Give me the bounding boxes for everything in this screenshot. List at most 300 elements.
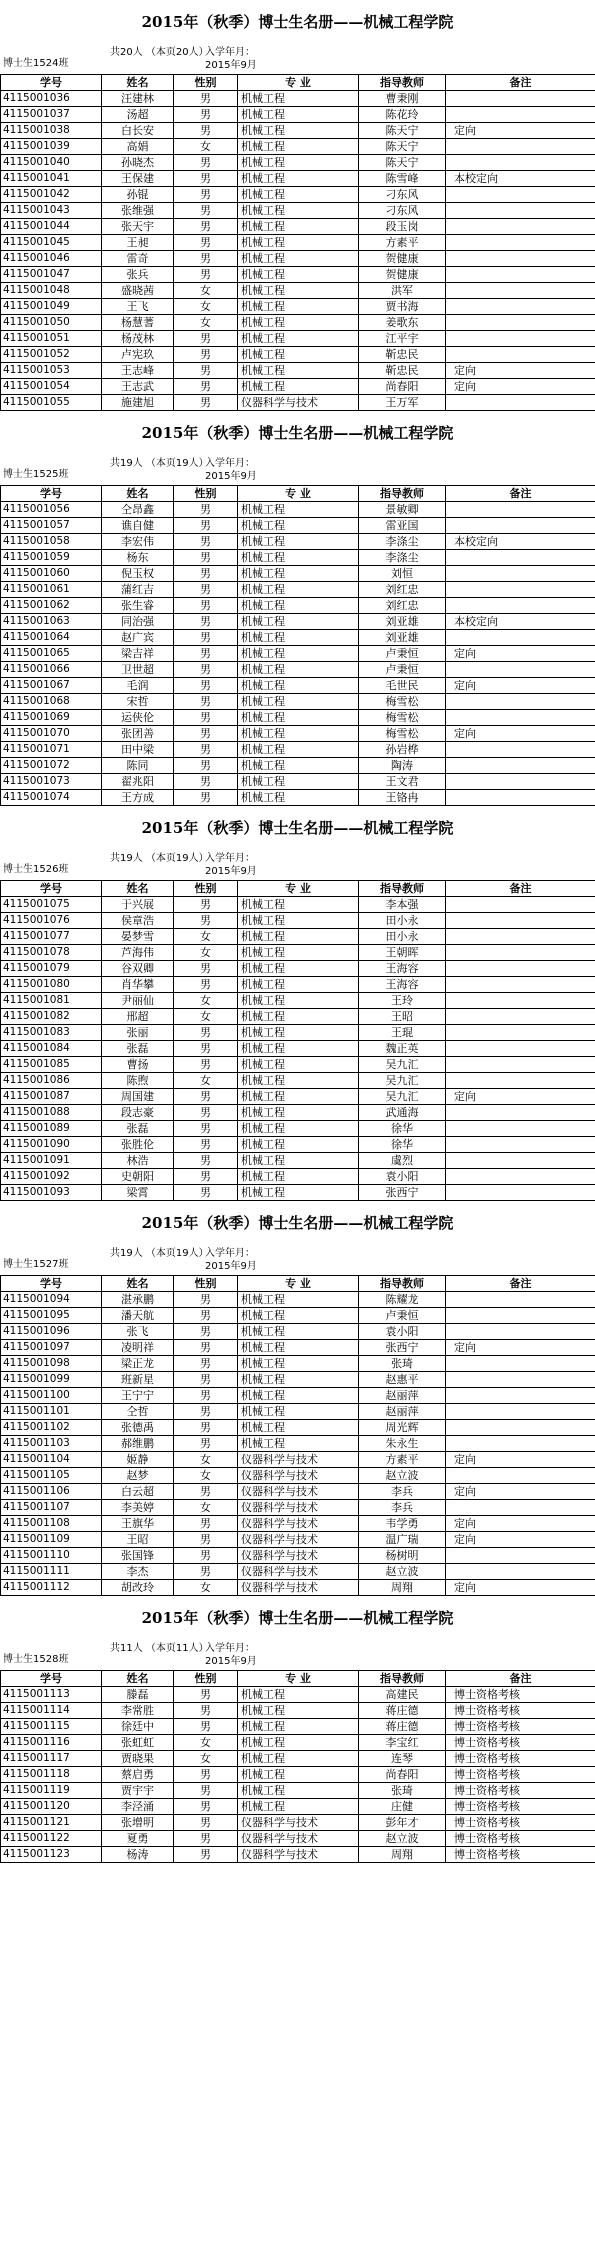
column-header-major: 专 业	[238, 1276, 359, 1292]
cell-advisor: 吴九汇	[359, 1073, 446, 1089]
cell-advisor: 靳忠民	[359, 347, 446, 363]
cell-name: 李常胜	[102, 1703, 174, 1719]
cell-advisor: 王万军	[359, 395, 446, 411]
table-row	[1, 1719, 595, 1735]
cell-gender: 男	[174, 1719, 238, 1735]
table-row	[1, 1436, 595, 1452]
cell-major: 机械工程	[238, 1057, 359, 1073]
cell-student-id: 4115001104	[1, 1452, 102, 1468]
cell-student-id: 4115001076	[1, 913, 102, 929]
cell-student-id: 4115001078	[1, 945, 102, 961]
table-row	[1, 1783, 595, 1799]
cell-student-id: 4115001053	[1, 363, 102, 379]
cell-gender: 女	[174, 1009, 238, 1025]
cell-student-id: 4115001112	[1, 1580, 102, 1596]
cell-name: 姬静	[102, 1452, 174, 1468]
cell-major: 机械工程	[238, 518, 359, 534]
cell-name: 张胜伦	[102, 1137, 174, 1153]
cell-gender: 男	[174, 977, 238, 993]
cell-name: 卢宪玖	[102, 347, 174, 363]
cell-gender: 男	[174, 742, 238, 758]
table-row	[1, 742, 595, 758]
cell-major: 机械工程	[238, 646, 359, 662]
cell-major: 机械工程	[238, 929, 359, 945]
column-header-name: 姓名	[102, 486, 174, 502]
roster-table	[0, 485, 595, 806]
cell-name: 施建旭	[102, 395, 174, 411]
table-row	[1, 1735, 595, 1751]
cell-name: 汤超	[102, 107, 174, 123]
cell-major: 仪器科学与技术	[238, 1484, 359, 1500]
column-header-advisor: 指导教师	[359, 1276, 446, 1292]
cell-remarks	[446, 1500, 595, 1516]
cell-gender: 男	[174, 1847, 238, 1863]
cell-student-id: 4115001116	[1, 1735, 102, 1751]
cell-major: 机械工程	[238, 1751, 359, 1767]
cell-gender: 男	[174, 630, 238, 646]
cell-major: 仪器科学与技术	[238, 1847, 359, 1863]
cell-student-id: 4115001057	[1, 518, 102, 534]
cell-advisor: 周光辉	[359, 1420, 446, 1436]
cell-gender: 男	[174, 1372, 238, 1388]
cell-name: 孙锟	[102, 187, 174, 203]
cell-major: 机械工程	[238, 1137, 359, 1153]
cell-advisor: 周翔	[359, 1847, 446, 1863]
cell-gender: 男	[174, 1815, 238, 1831]
cell-name: 班新星	[102, 1372, 174, 1388]
cell-remarks: 定向	[446, 1089, 595, 1105]
cell-advisor: 王海容	[359, 961, 446, 977]
table-row	[1, 1308, 595, 1324]
cell-name: 王昶	[102, 235, 174, 251]
table-row	[1, 1420, 595, 1436]
cell-student-id: 4115001087	[1, 1089, 102, 1105]
cell-student-id: 4115001086	[1, 1073, 102, 1089]
class-name: 博士生1527班	[3, 1259, 69, 1270]
cell-remarks: 博士资格考核	[446, 1799, 595, 1815]
cell-remarks	[446, 790, 595, 806]
cell-gender: 男	[174, 566, 238, 582]
cell-name: 潘天航	[102, 1308, 174, 1324]
cell-student-id: 4115001054	[1, 379, 102, 395]
cell-remarks	[446, 582, 595, 598]
cell-major: 机械工程	[238, 139, 359, 155]
cell-gender: 男	[174, 790, 238, 806]
cell-student-id: 4115001098	[1, 1356, 102, 1372]
cell-remarks	[446, 299, 595, 315]
cell-remarks	[446, 1153, 595, 1169]
cell-student-id: 4115001114	[1, 1703, 102, 1719]
cell-remarks	[446, 518, 595, 534]
column-header-student-id: 学号	[1, 75, 102, 91]
column-header-major: 专 业	[238, 75, 359, 91]
cell-advisor: 梅雪松	[359, 694, 446, 710]
table-row	[1, 395, 595, 411]
cell-student-id: 4115001120	[1, 1799, 102, 1815]
table-row	[1, 518, 595, 534]
cell-student-id: 4115001113	[1, 1687, 102, 1703]
cell-gender: 女	[174, 1735, 238, 1751]
cell-major: 仪器科学与技术	[238, 1580, 359, 1596]
table-row	[1, 1185, 595, 1201]
roster-section	[0, 0, 595, 411]
table-row	[1, 945, 595, 961]
cell-remarks	[446, 1292, 595, 1308]
cell-name: 王飞	[102, 299, 174, 315]
cell-name: 王保建	[102, 171, 174, 187]
cell-student-id: 4115001107	[1, 1500, 102, 1516]
cell-remarks: 定向	[446, 1484, 595, 1500]
table-row	[1, 1799, 595, 1815]
cell-name: 张磊	[102, 1041, 174, 1057]
class-name: 博士生1526班	[3, 864, 69, 875]
cell-advisor: 虞烈	[359, 1153, 446, 1169]
cell-gender: 男	[174, 678, 238, 694]
cell-name: 杨茂林	[102, 331, 174, 347]
table-row	[1, 1372, 595, 1388]
cell-name: 毛润	[102, 678, 174, 694]
cell-gender: 女	[174, 315, 238, 331]
cell-remarks	[446, 1169, 595, 1185]
cell-student-id: 4115001041	[1, 171, 102, 187]
cell-remarks	[446, 187, 595, 203]
table-row	[1, 1452, 595, 1468]
cell-advisor: 吴九汇	[359, 1057, 446, 1073]
cell-student-id: 4115001069	[1, 710, 102, 726]
cell-student-id: 4115001079	[1, 961, 102, 977]
cell-major: 机械工程	[238, 566, 359, 582]
cell-advisor: 田小永	[359, 913, 446, 929]
cell-advisor: 刘红忠	[359, 582, 446, 598]
cell-remarks	[446, 251, 595, 267]
cell-major: 机械工程	[238, 315, 359, 331]
cell-remarks: 定向	[446, 363, 595, 379]
cell-student-id: 4115001049	[1, 299, 102, 315]
cell-major: 机械工程	[238, 1308, 359, 1324]
cell-advisor: 徐华	[359, 1137, 446, 1153]
cell-name: 梁正龙	[102, 1356, 174, 1372]
cell-student-id: 4115001064	[1, 630, 102, 646]
cell-major: 机械工程	[238, 91, 359, 107]
cell-major: 机械工程	[238, 961, 359, 977]
cell-name: 陈同	[102, 758, 174, 774]
cell-name: 王旗华	[102, 1516, 174, 1532]
cell-major: 机械工程	[238, 790, 359, 806]
table-row	[1, 534, 595, 550]
table-row	[1, 1500, 595, 1516]
cell-gender: 男	[174, 1041, 238, 1057]
cell-advisor: 吴九汇	[359, 1089, 446, 1105]
cell-name: 史朝阳	[102, 1169, 174, 1185]
cell-student-id: 4115001090	[1, 1137, 102, 1153]
column-header-remarks: 备注	[446, 881, 595, 897]
cell-remarks	[446, 1404, 595, 1420]
cell-name: 徐廷中	[102, 1719, 174, 1735]
cell-name: 张生睿	[102, 598, 174, 614]
cell-student-id: 4115001081	[1, 993, 102, 1009]
cell-name: 仝昂鑫	[102, 502, 174, 518]
cell-gender: 男	[174, 534, 238, 550]
cell-remarks	[446, 1185, 595, 1201]
column-header-gender: 性别	[174, 881, 238, 897]
cell-remarks	[446, 1041, 595, 1057]
table-row	[1, 251, 595, 267]
cell-student-id: 4115001123	[1, 1847, 102, 1863]
cell-major: 仪器科学与技术	[238, 395, 359, 411]
cell-name: 凌明祥	[102, 1340, 174, 1356]
table-row	[1, 1340, 595, 1356]
cell-name: 张兵	[102, 267, 174, 283]
column-header-major: 专 业	[238, 486, 359, 502]
cell-advisor: 雷亚国	[359, 518, 446, 534]
cell-advisor: 贺健康	[359, 267, 446, 283]
cell-major: 机械工程	[238, 1153, 359, 1169]
cell-advisor: 陈天宁	[359, 123, 446, 139]
cell-gender: 男	[174, 582, 238, 598]
cell-student-id: 4115001106	[1, 1484, 102, 1500]
cell-gender: 男	[174, 1340, 238, 1356]
cell-gender: 男	[174, 107, 238, 123]
cell-major: 机械工程	[238, 1292, 359, 1308]
cell-gender: 男	[174, 1516, 238, 1532]
cell-student-id: 4115001111	[1, 1564, 102, 1580]
cell-remarks: 博士资格考核	[446, 1831, 595, 1847]
table-row	[1, 1009, 595, 1025]
cell-remarks	[446, 977, 595, 993]
cell-student-id: 4115001105	[1, 1468, 102, 1484]
column-header-name: 姓名	[102, 1276, 174, 1292]
cell-advisor: 陈花玲	[359, 107, 446, 123]
cell-student-id: 4115001093	[1, 1185, 102, 1201]
cell-gender: 男	[174, 1356, 238, 1372]
cell-major: 机械工程	[238, 678, 359, 694]
cell-advisor: 刘红忠	[359, 598, 446, 614]
cell-major: 仪器科学与技术	[238, 1564, 359, 1580]
cell-student-id: 4115001108	[1, 1516, 102, 1532]
cell-remarks	[446, 203, 595, 219]
cell-student-id: 4115001040	[1, 155, 102, 171]
cell-gender: 男	[174, 758, 238, 774]
cell-name: 侯章浩	[102, 913, 174, 929]
cell-name: 张丽	[102, 1025, 174, 1041]
cell-gender: 男	[174, 187, 238, 203]
table-row	[1, 1548, 595, 1564]
cell-student-id: 4115001052	[1, 347, 102, 363]
cell-advisor: 张西宁	[359, 1340, 446, 1356]
cell-major: 机械工程	[238, 1799, 359, 1815]
table-row	[1, 1292, 595, 1308]
cell-advisor: 刘亚雄	[359, 614, 446, 630]
column-header-student-id: 学号	[1, 881, 102, 897]
cell-advisor: 李兵	[359, 1500, 446, 1516]
cell-remarks: 本校定向	[446, 534, 595, 550]
cell-major: 机械工程	[238, 1324, 359, 1340]
cell-major: 机械工程	[238, 363, 359, 379]
cell-student-id: 4115001089	[1, 1121, 102, 1137]
cell-major: 机械工程	[238, 1169, 359, 1185]
cell-name: 张增明	[102, 1815, 174, 1831]
cell-remarks: 定向	[446, 1532, 595, 1548]
cell-major: 机械工程	[238, 347, 359, 363]
student-count: 共19人 （本页19人）	[110, 458, 209, 469]
header-row	[1, 486, 595, 502]
enrollment-date: 入学年月：2015年9月	[205, 47, 257, 71]
cell-remarks	[446, 913, 595, 929]
cell-name: 卫世超	[102, 662, 174, 678]
roster-section	[0, 1201, 595, 1596]
table-row	[1, 1580, 595, 1596]
cell-major: 机械工程	[238, 1372, 359, 1388]
column-header-gender: 性别	[174, 1671, 238, 1687]
column-header-advisor: 指导教师	[359, 881, 446, 897]
cell-student-id: 4115001080	[1, 977, 102, 993]
cell-name: 段志豪	[102, 1105, 174, 1121]
column-header-advisor: 指导教师	[359, 75, 446, 91]
cell-student-id: 4115001037	[1, 107, 102, 123]
cell-student-id: 4115001062	[1, 598, 102, 614]
cell-advisor: 孙岩桦	[359, 742, 446, 758]
cell-major: 仪器科学与技术	[238, 1532, 359, 1548]
cell-major: 机械工程	[238, 1025, 359, 1041]
cell-advisor: 彭年才	[359, 1815, 446, 1831]
cell-advisor: 杨树明	[359, 1548, 446, 1564]
cell-gender: 男	[174, 1388, 238, 1404]
column-header-name: 姓名	[102, 1671, 174, 1687]
table-row	[1, 1564, 595, 1580]
cell-major: 仪器科学与技术	[238, 1516, 359, 1532]
cell-major: 机械工程	[238, 283, 359, 299]
cell-student-id: 4115001091	[1, 1153, 102, 1169]
cell-major: 机械工程	[238, 1404, 359, 1420]
cell-advisor: 赵丽萍	[359, 1388, 446, 1404]
cell-student-id: 4115001118	[1, 1767, 102, 1783]
column-header-student-id: 学号	[1, 1671, 102, 1687]
cell-advisor: 周翔	[359, 1580, 446, 1596]
cell-major: 机械工程	[238, 758, 359, 774]
cell-advisor: 连琴	[359, 1751, 446, 1767]
table-row	[1, 315, 595, 331]
cell-student-id: 4115001061	[1, 582, 102, 598]
cell-name: 蔡启勇	[102, 1767, 174, 1783]
cell-remarks: 定向	[446, 1452, 595, 1468]
cell-remarks: 博士资格考核	[446, 1687, 595, 1703]
cell-name: 白长安	[102, 123, 174, 139]
cell-major: 仪器科学与技术	[238, 1452, 359, 1468]
cell-student-id: 4115001119	[1, 1783, 102, 1799]
cell-gender: 男	[174, 1783, 238, 1799]
cell-gender: 男	[174, 1057, 238, 1073]
cell-remarks	[446, 550, 595, 566]
section-info	[0, 1640, 595, 1670]
student-count: 共19人 （本页19人）	[110, 1248, 209, 1259]
cell-name: 张飞	[102, 1324, 174, 1340]
table-row	[1, 710, 595, 726]
cell-gender: 男	[174, 1105, 238, 1121]
cell-student-id: 4115001122	[1, 1831, 102, 1847]
column-header-remarks: 备注	[446, 1671, 595, 1687]
cell-gender: 女	[174, 1468, 238, 1484]
cell-student-id: 4115001070	[1, 726, 102, 742]
cell-major: 机械工程	[238, 1041, 359, 1057]
cell-gender: 男	[174, 518, 238, 534]
cell-remarks: 博士资格考核	[446, 1783, 595, 1799]
cell-remarks	[446, 1564, 595, 1580]
cell-major: 机械工程	[238, 1767, 359, 1783]
cell-gender: 女	[174, 1751, 238, 1767]
cell-remarks	[446, 742, 595, 758]
cell-advisor: 陈天宁	[359, 155, 446, 171]
cell-remarks: 博士资格考核	[446, 1719, 595, 1735]
cell-major: 机械工程	[238, 1105, 359, 1121]
table-row	[1, 1484, 595, 1500]
cell-advisor: 刘恒	[359, 566, 446, 582]
cell-gender: 男	[174, 694, 238, 710]
student-count: 共20人 （本页20人）	[110, 47, 209, 58]
cell-student-id: 4115001055	[1, 395, 102, 411]
column-header-major: 专 业	[238, 1671, 359, 1687]
column-header-name: 姓名	[102, 75, 174, 91]
cell-major: 仪器科学与技术	[238, 1468, 359, 1484]
cell-remarks	[446, 155, 595, 171]
cell-name: 高娟	[102, 139, 174, 155]
cell-remarks	[446, 897, 595, 913]
cell-gender: 男	[174, 219, 238, 235]
cell-advisor: 王玲	[359, 993, 446, 1009]
column-header-remarks: 备注	[446, 75, 595, 91]
cell-major: 机械工程	[238, 1687, 359, 1703]
cell-student-id: 4115001066	[1, 662, 102, 678]
cell-name: 张天宇	[102, 219, 174, 235]
cell-major: 机械工程	[238, 171, 359, 187]
cell-advisor: 李涤尘	[359, 534, 446, 550]
cell-gender: 男	[174, 614, 238, 630]
cell-name: 胡改玲	[102, 1580, 174, 1596]
cell-remarks	[446, 1025, 595, 1041]
cell-remarks	[446, 91, 595, 107]
column-header-major: 专 业	[238, 881, 359, 897]
cell-student-id: 4115001121	[1, 1815, 102, 1831]
cell-gender: 男	[174, 1703, 238, 1719]
enrollment-date: 入学年月：2015年9月	[205, 458, 257, 482]
cell-name: 杨东	[102, 550, 174, 566]
table-row	[1, 646, 595, 662]
cell-student-id: 4115001103	[1, 1436, 102, 1452]
cell-name: 张虹虹	[102, 1735, 174, 1751]
cell-advisor: 温广瑞	[359, 1532, 446, 1548]
cell-student-id: 4115001047	[1, 267, 102, 283]
cell-name: 盛晓茜	[102, 283, 174, 299]
table-row	[1, 1468, 595, 1484]
cell-major: 机械工程	[238, 598, 359, 614]
cell-remarks	[446, 1468, 595, 1484]
cell-name: 王昭	[102, 1532, 174, 1548]
cell-major: 机械工程	[238, 235, 359, 251]
cell-gender: 女	[174, 1500, 238, 1516]
cell-gender: 男	[174, 1548, 238, 1564]
cell-student-id: 4115001043	[1, 203, 102, 219]
cell-name: 谷双卿	[102, 961, 174, 977]
roster-table	[0, 1670, 595, 1863]
header-row	[1, 1671, 595, 1687]
enrollment-date: 入学年月：2015年9月	[205, 853, 257, 877]
table-row	[1, 267, 595, 283]
cell-name: 贾晓果	[102, 1751, 174, 1767]
section-info	[0, 44, 595, 74]
cell-student-id: 4115001060	[1, 566, 102, 582]
table-row	[1, 662, 595, 678]
cell-gender: 男	[174, 1324, 238, 1340]
table-row	[1, 187, 595, 203]
